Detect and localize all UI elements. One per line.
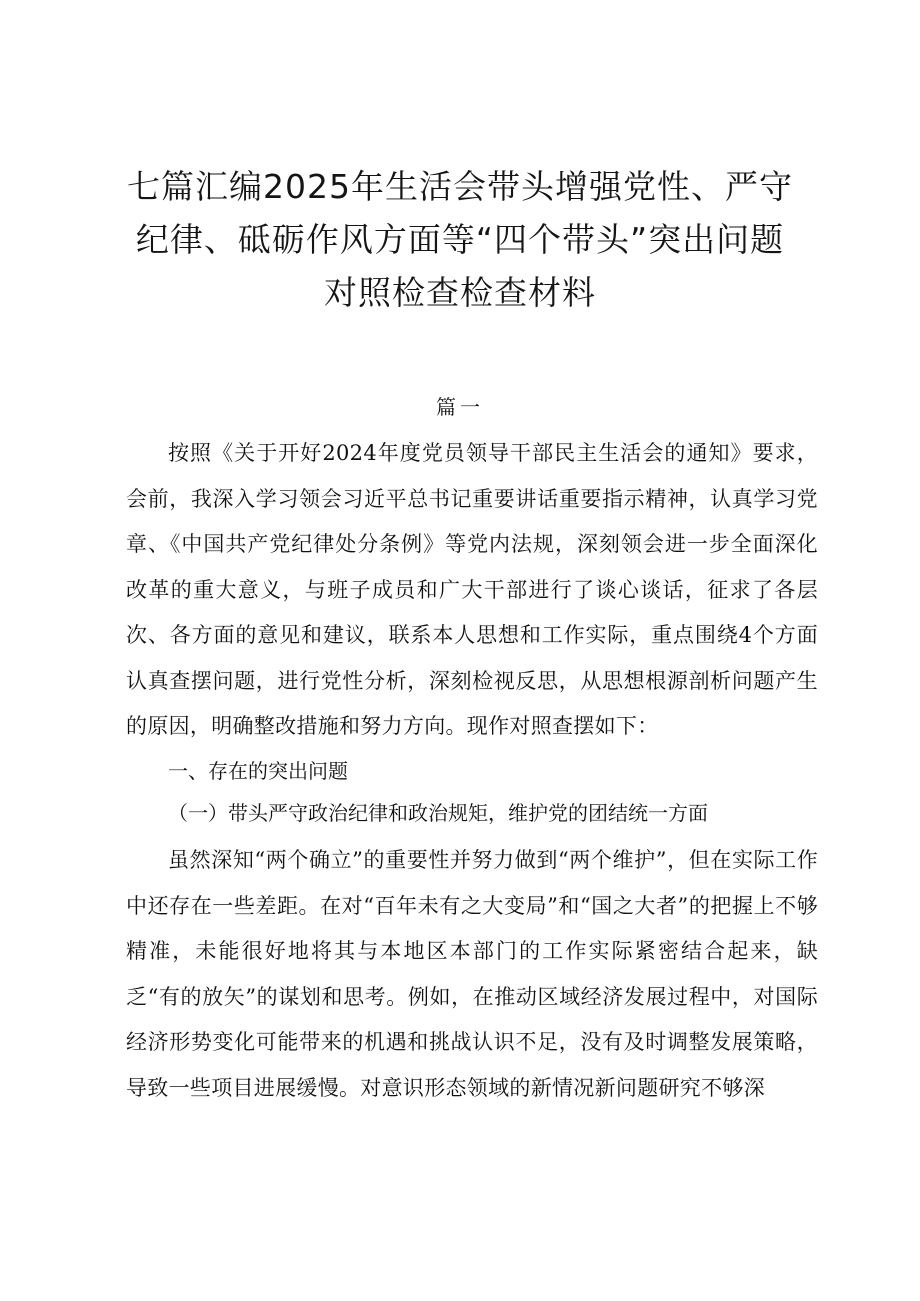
title-line-1: 七篇汇编2025年生活会带头增强党性、严守 [127, 167, 793, 206]
body-paragraph: 虽然深知“两个确立”的重要性并努力做到“两个维护”，但在实际工作中还存在一些差距。在对“百年未有之大变局”和“国之大者”的把握上不够精准，未能很好地将其与本地区本部门的工作实际紧密结合起来，缺乏“有的放矢”的谋划和思考。例如，在推动区域经济发展过程中，对国际经济形势变化可能带来的机遇和挑战认识不足，没有及时调整发展策略，导致一些项目进展缓慢。对意识形态领域的新情况新问题研究不够深 [126, 848, 818, 1100]
heading-level-2: （一）带头严守政治纪律和政治规矩，维护党的团结统一方面 [168, 801, 708, 825]
heading-level-1: 一、存在的突出问题 [168, 759, 348, 783]
section-label: 篇一 [436, 395, 484, 419]
title-line-2: 纪律、砥砺作风方面等“四个带头”突出问题 [135, 220, 785, 259]
title-line-3: 对照检查检查材料 [324, 273, 596, 312]
document-title [90, 160, 830, 319]
intro-paragraph: 按照《关于开好2024年度党员领导干部民主生活会的通知》要求，会前，我深入学习领会习近平总书记重要讲话重要指示精神，认真学习党章、《中国共产党纪律处分条例》等党内法规，深刻领会进一步全面深化改革的重大意义，与班子成员和广大干部进行了谈心谈话，征求了各层次、各方面的意见和建议，联系本人思想和工作实际，重点围绕4个方面认真查摆问题，进行党性分析，深刻检视反思，从思想根源剖析问题产生的原因，明确整改措施和努力方向。现作对照查摆如下： [126, 441, 818, 738]
